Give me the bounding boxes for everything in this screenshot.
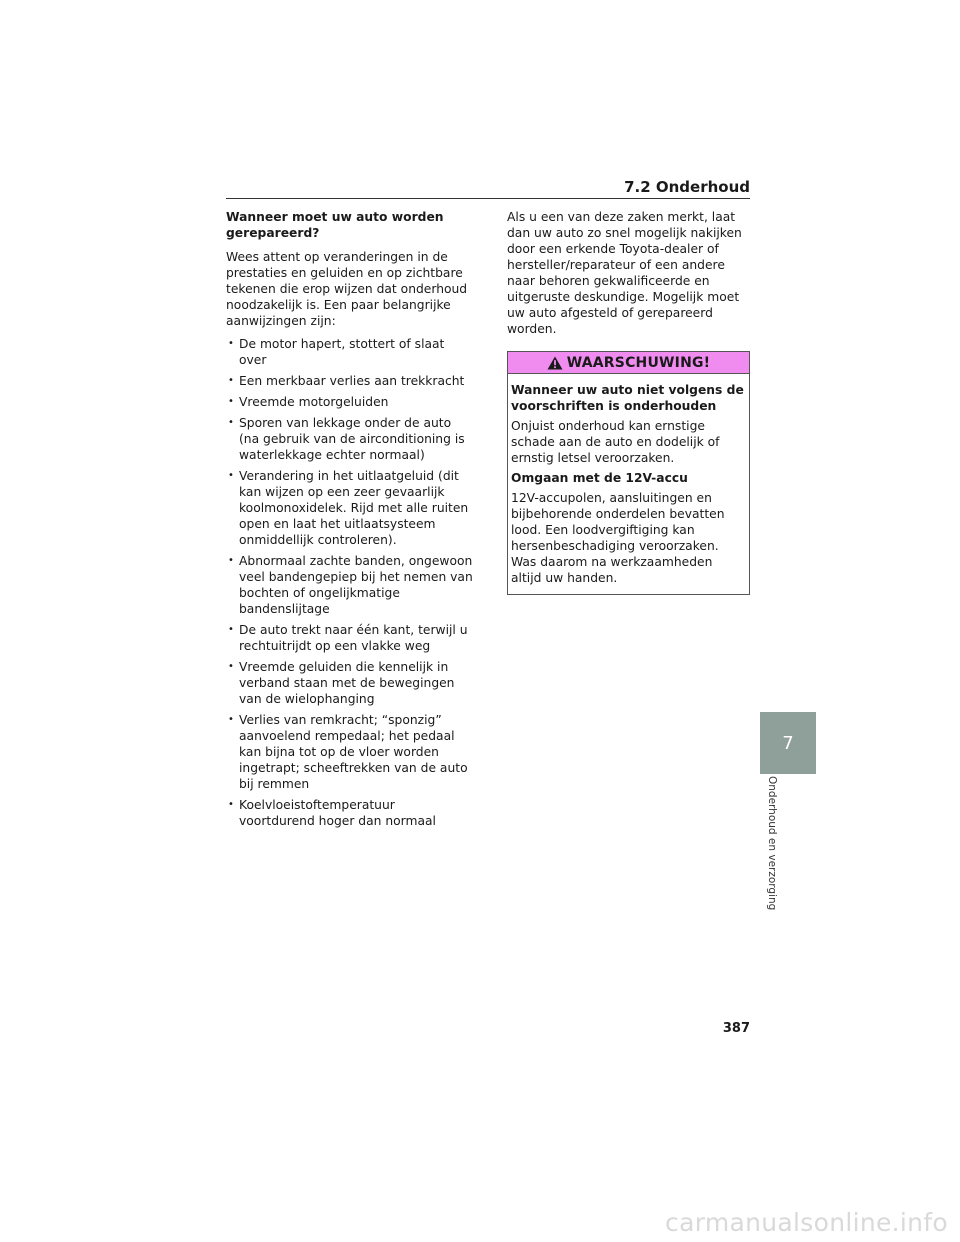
list-item: • Vreemde motorgeluiden <box>226 394 474 410</box>
advice-paragraph: Als u een van deze zaken merkt, laat dan uw auto zo snel mogelijk nakijken door een erkende Toyota-dealer of hersteller/reparateur of een andere naar behoren gekwalificeerde en uitgeruste deskundige. Mogelijk moet uw auto afgesteld of gerepareerd worden. <box>507 210 742 336</box>
watermark: carmanualsonline.info <box>665 1208 948 1237</box>
list-item: • Verandering in het uitlaatgeluid (dit kan wijzen op een zeer gevaarlijk koolmonoxidelek. Rijd met alle ruiten open en laat het uitlaatsysteem onmiddellijk controleren). <box>226 468 474 548</box>
warning-text: 12V-accupolen, aansluitingen en bijbehorende onderdelen bevatten lood. Een loodvergiftiging kan hersenbeschadiging veroorzaken. Was daarom na werkzaamheden altijd uw handen. <box>511 491 725 585</box>
list-item: • De motor hapert, stottert of slaat over <box>226 336 474 368</box>
repair-heading: Wanneer moet uw auto worden gerepareerd? <box>226 210 444 240</box>
list-item: • Sporen van lekkage onder de auto (na gebruik van de airconditioning is waterlekkage echter normaal) <box>226 415 474 463</box>
page-number: 387 <box>722 1021 750 1036</box>
list-item: • Koelvloeistoftemperatuur voortdurend hoger dan normaal <box>226 797 474 829</box>
warning-header <box>508 351 749 374</box>
left-column <box>226 209 474 834</box>
section-title: 7.2 Onderhoud <box>624 178 750 196</box>
chapter-label-container <box>762 776 782 911</box>
intro-paragraph: Wees attent op veranderingen in de prestaties en geluiden en op zichtbare tekenen die erop wijzen dat onderhoud noodzakelijk is. Een paar belangrijke aanwijzingen zijn: <box>226 250 468 328</box>
warning-triangle-icon <box>547 356 563 370</box>
warning-box <box>507 351 750 595</box>
list-item: • De auto trekt naar één kant, terwijl u rechtuitrijdt op een vlakke weg <box>226 622 474 654</box>
chapter-number: 7 <box>782 732 794 754</box>
list-item: • Abnormaal zachte banden, ongewoon veel bandengepiep bij het nemen van bochten of ongelijkmatige bandenslijtage <box>226 553 474 617</box>
list-item: • Een merkbaar verlies aan trekkracht <box>226 373 474 389</box>
list-item: • Verlies van remkracht; “sponzig” aanvoelend rempedaal; het pedaal kan bijna tot op de vloer worden ingetrapt; scheeftrekken van de auto bij remmen <box>226 712 474 792</box>
symptom-list <box>226 336 474 829</box>
warning-text: Onjuist onderhoud kan ernstige schade aan de auto en dodelijk of ernstig letsel veroorzaken. <box>511 419 720 465</box>
warning-title: WAARSCHUWING! <box>566 354 711 371</box>
chapter-label: Onderhoud en verzorging <box>766 776 778 911</box>
warning-subtitle: Omgaan met de 12V-accu <box>511 471 688 485</box>
right-column <box>507 209 750 595</box>
chapter-tab <box>760 712 816 774</box>
section-divider <box>226 198 750 199</box>
list-item: • Vreemde geluiden die kennelijk in verband staan met de bewegingen van de wielophanging <box>226 659 474 707</box>
warning-subtitle: Wanneer uw auto niet volgens de voorschriften is onderhouden <box>511 383 744 413</box>
warning-body <box>508 374 749 594</box>
